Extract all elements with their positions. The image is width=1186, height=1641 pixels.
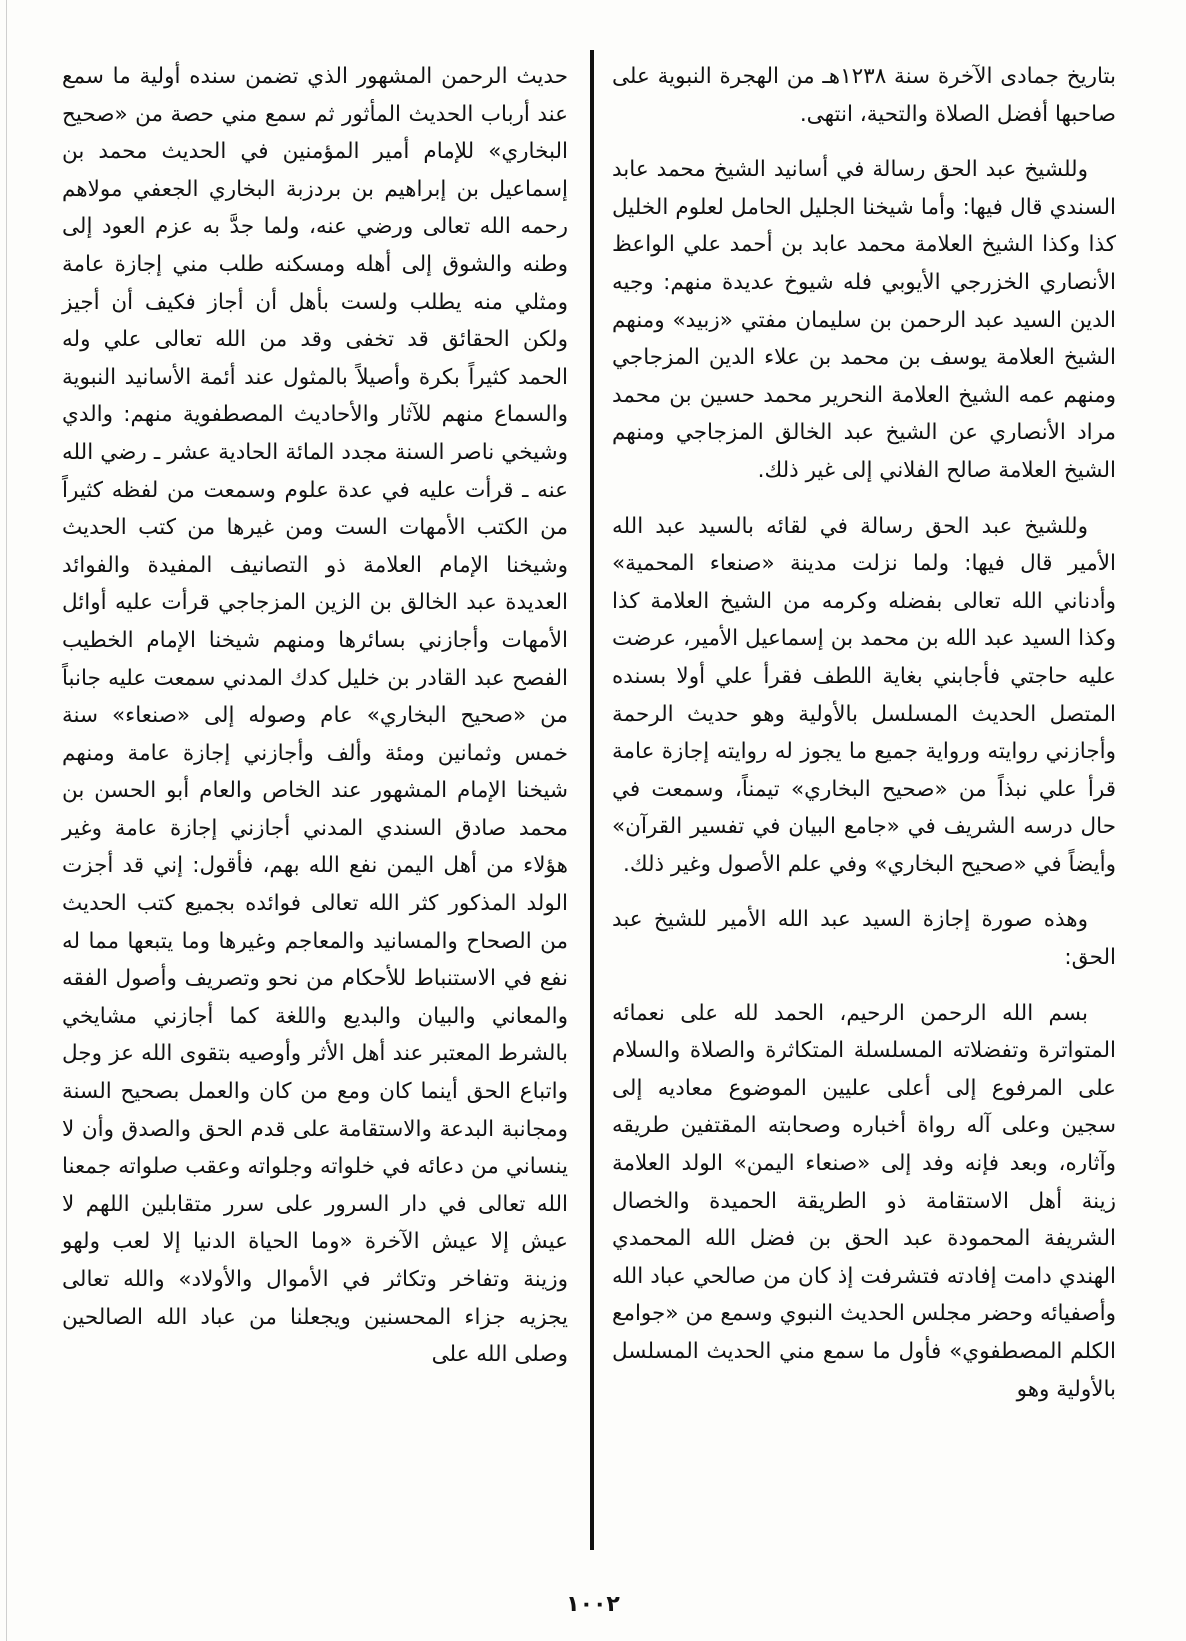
- paragraph-meeting-amir: وللشيخ عبد الحق رسالة في لقائه بالسيد عبد الله الأمير قال فيها: ولما نزلت مدينة «صنعاء المحمية» وأدناني الله تعالى بفضله وكرمه من الشيخ العلامة كذا وكذا السيد عبد الله بن محمد بن إسماعيل الأمير، عرضت عليه حاجتي فأجابني بغاية اللطف فقرأ علي أولا بسنده المتصل الحديث المسلسل بالأولية وهو حديث الرحمة وأجازني روايته ورواية جميع ما يجوز له روايته إجازة عامة قرأ علي نبذاً من «صحيح البخاري» تيمناً، وسمعت في حال درسه الشريف في «جامع البيان في تفسير القرآن» وأيضاً في «صحيح البخاري» وفي علم الأصول وغير ذلك.: [612, 513, 1116, 877]
- left-text-column: [62, 58, 568, 1374]
- scan-edge-line: [6, 0, 7, 1641]
- page-number: ١٠٠٢: [566, 1592, 620, 1617]
- paragraph-abid-sindi-chains: وللشيخ عبد الحق رسالة في أسانيد الشيخ محمد عابد السندي قال فيها: وأما شيخنا الجليل الحامل لعلوم الخليل كذا وكذا الشيخ العلامة محمد عابد بن أحمد علي الواعظ الأنصاري الخزرجي الأيوبي فله شيوخ عديدة منهم: وجيه الدين السيد عبد الرحمن بن سليمان مفتي «زبيد» ومنهم الشيخ العلامة يوسف بن محمد بن علاء الدين المزجاجي ومنهم عمه الشيخ العلامة النحرير محمد حسين بن محمد مراد الأنصاري عن الشيخ عبد الخالق المزجاجي ومنهم الشيخ العلامة صالح الفلاني إلى غير ذلك.: [612, 157, 1116, 483]
- paragraph-ijaza-text-start: بسم الله الرحمن الرحيم، الحمد لله على نعمائه المتواترة وتفضلاته المسلسلة المتكاثرة والصلاة والسلام على المرفوع إلى أعلى عليين الموضوع معاديه إلى سجين وعلى آله رواة أخباره وصحابته المقتفين طريقه وآثاره، وبعد فإنه وفد إلى «صنعاء اليمن» الولد العلامة زينة أهل الاستقامة ذو الطريقة الحميدة والخصال الشريفة المحمودة عبد الحق بن فضل الله المحمدي الهندي دامت إفادته فتشرفت إذ كان من صالحي عباد الله وأصفيائه وحضر مجلس الحديث النبوي وسمع من «جوامع الكلم المصطفوي» فأول ما سمع مني الحديث المسلسل بالأولية وهو: [612, 1000, 1116, 1402]
- paragraph-date-ending: بتاريخ جمادى الآخرة سنة ١٢٣٨هـ من الهجرة النبوية على صاحبها أفضل الصلاة والتحية، انتهى.: [612, 64, 1116, 127]
- paragraph-ijaza-heading: وهذه صورة إجازة السيد عبد الله الأمير للشيخ عبد الحق:: [612, 907, 1116, 971]
- column-divider: [590, 50, 594, 1550]
- right-text-column: [612, 58, 1116, 1408]
- paragraph-ijaza-text-continued: حديث الرحمن المشهور الذي تضمن سنده أولية ما سمع عند أرباب الحديث المأثور ثم سمع مني حصة من «صحيح البخاري» للإمام أمير المؤمنين في الحديث محمد بن إسماعيل بن إبراهيم بن بردزبة البخاري الجعفي مولاهم رحمه الله تعالى ورضي عنه، ولما جدَّ به عزم العود إلى وطنه والشوق إلى أهله ومسكنه طلب مني إجازة عامة ومثلي منه يطلب ولست بأهل أن أجاز فكيف أن أجيز ولكن الحقائق قد تخفى وقد من الله تعالى علي وله الحمد كثيراً بكرة وأصيلاً بالمثول عند أئمة الأسانيد النبوية والسماع منهم للآثار والأحاديث المصطفوية منهم: والدي وشيخي ناصر السنة مجدد المائة الحادية عشر ـ رضي الله عنه ـ قرأت عليه في عدة علوم وسمعت من لفظه كثيراً من الكتب الأمهات الست ومن غيرها من كتب الحديث وشيخنا الإمام العلامة ذو التصانيف المفيدة والفوائد العديدة عبد الخالق بن الزين المزجاجي قرأت عليه أوائل الأمهات وأجازني بسائرها ومنهم شيخنا الإمام الخطيب الفصح عبد القادر بن خليل كدك المدني سمعت عليه جانباً من «صحيح البخاري» عام وصوله إلى «صنعاء» سنة خمس وثمانين ومئة وألف وأجازني إجازة عامة ومنهم شيخنا الإمام المشهور عند الخاص والعام أبو الحسن بن محمد صادق السندي المدني أجازني إجازة عامة وغير هؤلاء من أهل اليمن نفع الله بهم، فأقول: إني قد أجزت الولد المذكور كثر الله تعالى فوائده بجميع كتب الحديث من الصحاح والمسانيد والمعاجم وغيرها وما يتبعها مما له نفع في الاستنباط للأحكام من نحو وتصريف وأصول الفقه والمعاني والبيان والبديع واللغة كما أجازني مشايخي بالشرط المعتبر عند أهل الأثر وأوصيه بتقوى الله عز وجل واتباع الحق أينما كان ومع من كان والعمل بصحيح السنة ومجانبة البدعة والاستقامة على قدم الحق والصدق وأن لا ينساني من دعائه في خلواته وجلواته وعقب صلواته جمعنا الله تعالى في دار السرور على سرر متقابلين اللهم لا عيش إلا عيش الآخرة «وما الحياة الدنيا إلا لعب ولهو وزينة وتفاخر وتكاثر في الأموال والأولاد» والله تعالى يجزيه جزاء المحسنين ويجعلنا من عباد الله الصالحين وصلى الله على: [62, 64, 568, 1368]
